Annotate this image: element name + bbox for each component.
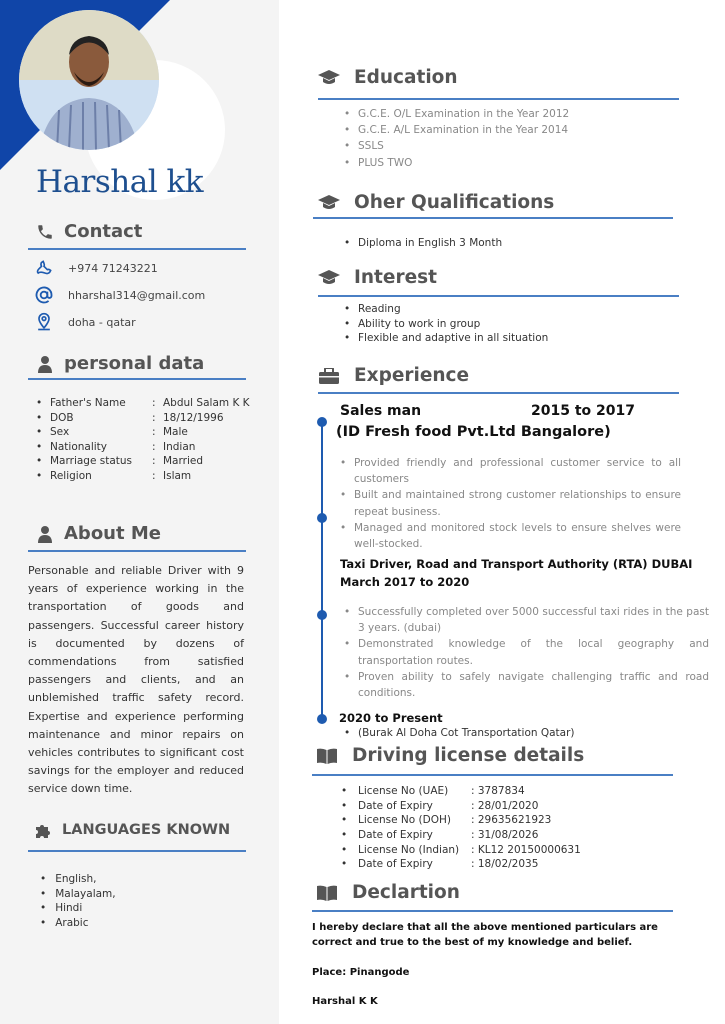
- education-heading-label: Education: [354, 67, 458, 88]
- personal-heading: [35, 353, 204, 374]
- contact-email-row: [34, 285, 205, 305]
- declaration-block: [312, 920, 682, 1010]
- job3-points: [344, 726, 575, 741]
- graduation-cap-icon: [318, 268, 340, 288]
- book-icon: [316, 746, 338, 766]
- interest-heading-label: Interest: [354, 267, 437, 288]
- graduation-cap-icon: [318, 193, 340, 213]
- other-item: • Diploma in English 3 Month: [344, 236, 502, 251]
- license-key: Date of Expiry: [358, 799, 433, 812]
- education-item: • SSLS: [344, 138, 569, 154]
- phone-text: +974 71243221: [68, 261, 158, 275]
- timeline-dot: [317, 714, 327, 724]
- job1-title: Sales man: [340, 403, 422, 419]
- personal-heading-label: personal data: [64, 353, 205, 374]
- languages-heading-label: LANGUAGES KNOWN: [62, 822, 231, 838]
- languages-divider: [28, 850, 246, 852]
- about-divider: [28, 550, 246, 552]
- license-divider: [312, 774, 673, 776]
- personal-key: Nationality: [50, 440, 108, 453]
- language-item: • Malayalam,: [40, 887, 116, 902]
- personal-value: Islam: [163, 469, 192, 482]
- language-item: • Hindi: [40, 901, 116, 916]
- license-row: • License No (UAE) : 3787834: [341, 785, 525, 798]
- license-row: • Date of Expiry : 18/02/2035: [341, 858, 539, 871]
- experience-divider: [318, 392, 679, 394]
- interest-item: • Ability to work in group: [344, 317, 548, 332]
- personal-key: Marriage status: [50, 455, 133, 468]
- job3-period: 2020 to Present: [339, 711, 443, 725]
- license-row: • Date of Expiry : 28/01/2020: [341, 799, 539, 812]
- license-key: Date of Expiry: [358, 829, 433, 842]
- at-sign-icon: [34, 285, 54, 305]
- other-heading-label: Oher Qualifications: [354, 192, 555, 213]
- declaration-signature: Harshal K K: [312, 996, 378, 1008]
- license-value: : 31/08/2026: [471, 829, 539, 842]
- job-point: • Provided friendly and professional customer service to all customers: [340, 455, 681, 487]
- about-text: Personable and reliable Driver with 9 years of experience working in the transportation of goods and passengers. Successful career history is documented by dozens of commendations from satisfied passengers and clients, and an unblemished traffic safety record. Expertise and experience performing maintenance and minor repairs on vehicles contributes to significant cost savings for the employer and reduced service down time.: [28, 564, 244, 796]
- about-heading-label: About Me: [64, 523, 161, 544]
- declaration-heading-label: Declartion: [352, 882, 460, 903]
- job1-company: (ID Fresh food Pvt.Ltd Bangalore): [336, 424, 611, 440]
- timeline-dot: [317, 610, 327, 620]
- contact-heading-label: Contact: [64, 221, 143, 242]
- about-heading: [35, 523, 161, 544]
- job-point: • Built and maintained strong customer relationships to ensure repeat business.: [340, 487, 681, 519]
- license-key: License No (UAE): [358, 785, 449, 798]
- book-icon: [316, 883, 338, 903]
- personal-key: DOB: [50, 411, 74, 424]
- personal-key: Religion: [50, 469, 92, 482]
- job-point: • Managed and monitored stock levels to ensure shelves were well-stocked.: [340, 520, 681, 552]
- candidate-name: Harshal kk: [36, 164, 204, 200]
- personal-key: Father's Name: [50, 397, 126, 410]
- license-value: : KL12 20150000631: [471, 843, 581, 856]
- declaration-divider: [312, 910, 673, 912]
- experience-heading: [318, 365, 469, 386]
- language-item: • Arabic: [40, 916, 116, 931]
- job-point: • Demonstrated knowledge of the local geography and transportation routes.: [344, 636, 709, 668]
- education-item: • PLUS TWO: [344, 155, 569, 171]
- personal-row: • Nationality : Indian: [36, 440, 263, 455]
- license-value: : 29635621923: [471, 814, 552, 827]
- contact-heading: [35, 221, 142, 242]
- license-key: Date of Expiry: [358, 858, 433, 871]
- contact-phone-row: [34, 258, 158, 278]
- declaration-heading: [316, 882, 460, 903]
- education-divider: [318, 98, 679, 100]
- declaration-place: Place: Pinangode: [312, 966, 410, 978]
- interest-heading: [318, 267, 437, 288]
- declaration-text: I hereby declare that all the above mentioned particulars are correct and true to the best of my knowledge and belief.: [312, 922, 658, 949]
- education-heading: [318, 67, 458, 88]
- person-icon: [35, 354, 55, 374]
- personal-value: 18/12/1996: [163, 411, 224, 424]
- languages-heading: [33, 820, 230, 840]
- license-heading-label: Driving license details: [352, 745, 585, 766]
- job2-title: Taxi Driver, Road and Transport Authority (RTA) DUBAI: [340, 557, 693, 571]
- briefcase-icon: [318, 366, 340, 386]
- interest-divider: [318, 295, 679, 297]
- graduation-cap-icon: [318, 68, 340, 88]
- license-value: : 3787834: [471, 785, 525, 798]
- interest-list: [344, 302, 548, 346]
- personal-value: Abdul Salam K K: [163, 397, 250, 410]
- license-heading: [316, 745, 584, 766]
- job-point: • (Burak Al Doha Cot Transportation Qatar): [344, 726, 575, 741]
- other-divider: [313, 217, 673, 219]
- language-item: • English,: [40, 872, 116, 887]
- personal-row: • Sex : Male: [36, 425, 263, 440]
- location-pin-icon: [34, 312, 54, 332]
- license-row: • Date of Expiry : 31/08/2026: [341, 829, 539, 842]
- person-icon: [35, 524, 55, 544]
- personal-row: • Marriage status : Married: [36, 454, 263, 469]
- other-list: [344, 236, 502, 251]
- job-point: • Proven ability to safely navigate challenging traffic and road conditions.: [344, 669, 709, 701]
- personal-row: • DOB : 18/12/1996: [36, 411, 263, 426]
- license-key: License No (Indian): [358, 843, 460, 856]
- puzzle-icon: [33, 820, 53, 840]
- personal-value: Married: [163, 455, 203, 468]
- job1-points: [340, 455, 681, 552]
- phone-handset-icon: [34, 258, 54, 278]
- license-row: • License No (DOH) : 29635621923: [341, 814, 552, 827]
- personal-key: Sex: [50, 426, 70, 439]
- job2-period: March 2017 to 2020: [340, 575, 470, 589]
- job1-period: 2015 to 2017: [531, 403, 635, 419]
- education-item: • G.C.E. O/L Examination in the Year 2012: [344, 106, 569, 122]
- profile-photo: [19, 10, 159, 150]
- languages-list: [40, 872, 116, 930]
- interest-item: • Flexible and adaptive in all situation: [344, 331, 548, 346]
- personal-divider: [28, 378, 246, 380]
- phone-icon: [35, 222, 55, 242]
- timeline-line: [321, 422, 323, 719]
- education-list: [344, 106, 569, 171]
- experience-heading-label: Experience: [354, 365, 470, 386]
- contact-location-row: [34, 312, 136, 332]
- interest-item: • Reading: [344, 302, 548, 317]
- personal-row: • Father's Name : Abdul Salam K K: [36, 396, 263, 411]
- job2-points: [344, 604, 709, 701]
- timeline-dot: [317, 417, 327, 427]
- personal-data-table: [36, 396, 263, 483]
- license-value: : 28/01/2020: [471, 799, 539, 812]
- license-table: [341, 784, 581, 872]
- location-text: doha - qatar: [68, 315, 136, 329]
- email-text[interactable]: hharshal314@gmail.com: [68, 288, 206, 302]
- other-qualifications-heading: [318, 192, 554, 213]
- education-item: • G.C.E. A/L Examination in the Year 2014: [344, 122, 569, 138]
- personal-value: Indian: [163, 440, 196, 453]
- license-row: • License No (Indian) : KL12 20150000631: [341, 843, 581, 856]
- personal-row: • Religion : Islam: [36, 469, 263, 484]
- license-key: License No (DOH): [358, 814, 451, 827]
- contact-divider: [28, 248, 246, 250]
- license-value: : 18/02/2035: [471, 858, 539, 871]
- job-point: • Successfully completed over 5000 successful taxi rides in the past 3 years. (dubai): [344, 604, 709, 636]
- timeline-dot: [317, 513, 327, 523]
- personal-value: Male: [163, 426, 188, 439]
